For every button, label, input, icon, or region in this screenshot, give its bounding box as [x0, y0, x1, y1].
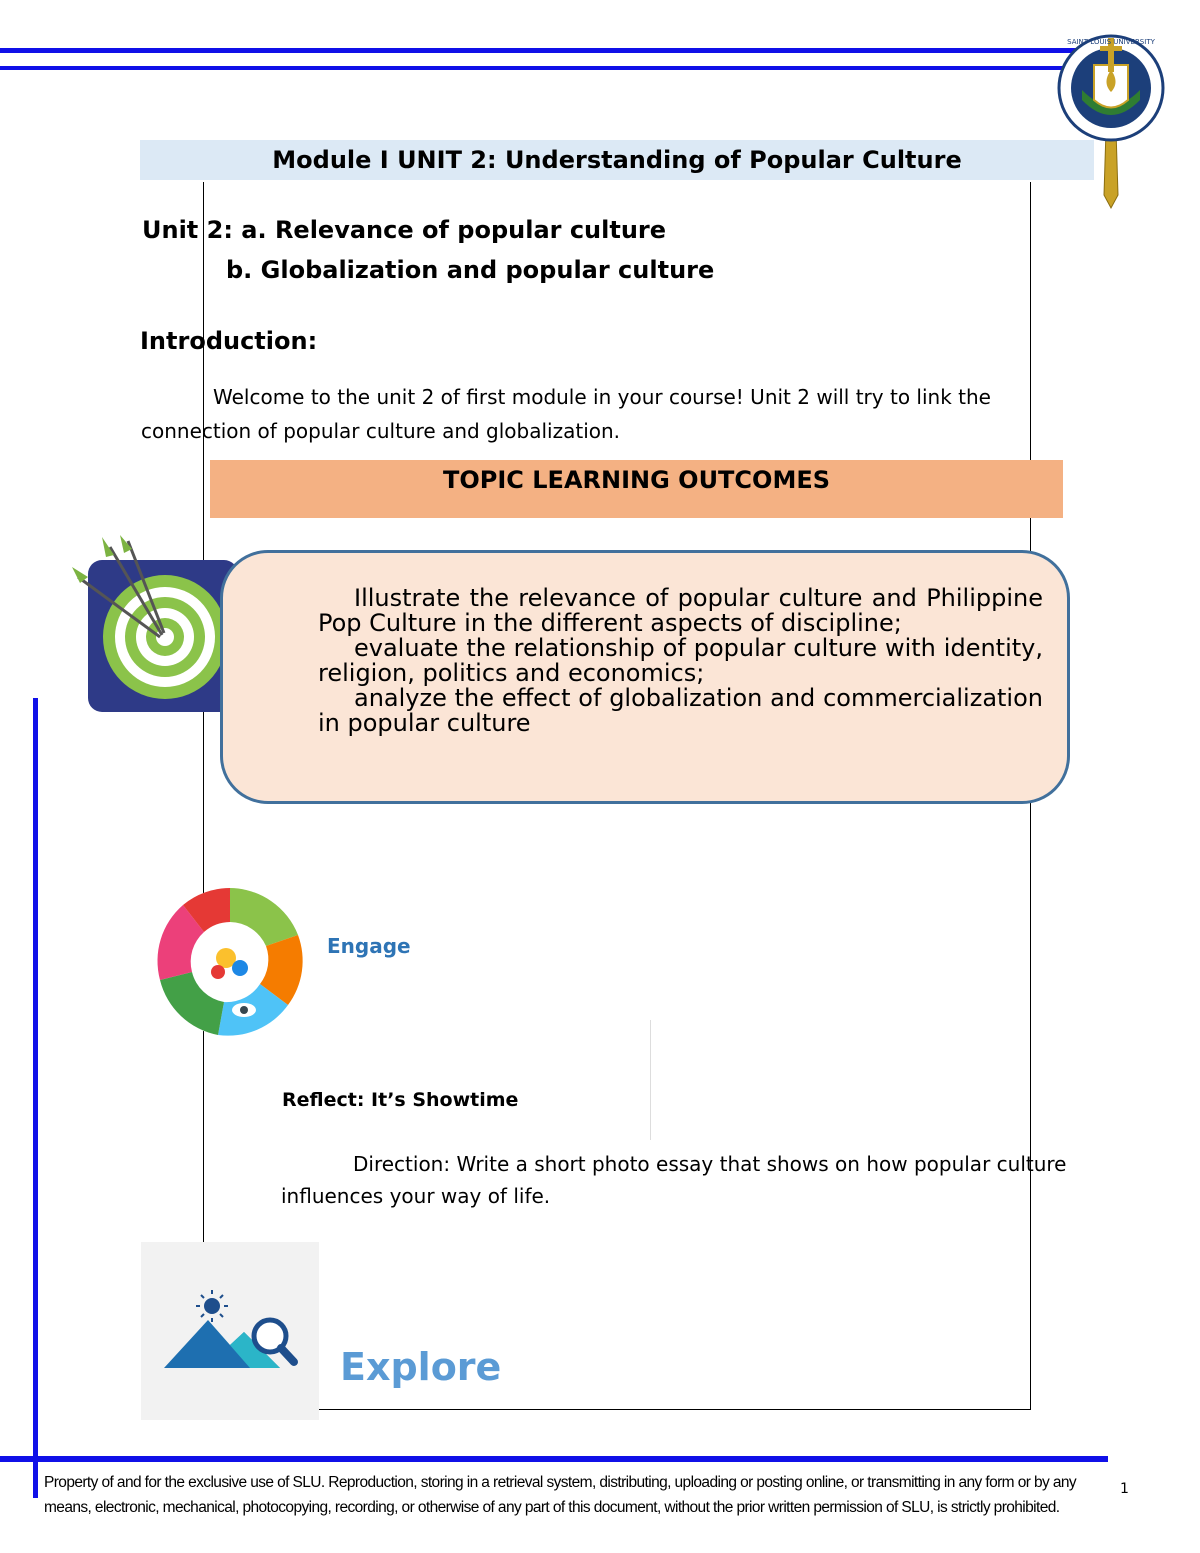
unit-a-heading: Unit 2: a. Relevance of popular culture: [142, 216, 667, 244]
engage-label: Engage: [327, 934, 411, 958]
introduction-text: Welcome to the unit 2 of first module in your course! Unit 2 will try to link the connection of popular culture and globalization.: [141, 385, 991, 443]
frame-bottom-line: [319, 1409, 1031, 1410]
explore-label: Explore: [340, 1345, 502, 1389]
page-number: 1: [1120, 1481, 1129, 1497]
unit-b-heading: b. Globalization and popular culture: [226, 256, 715, 284]
reflect-title: Reflect: It’s Showtime: [282, 1089, 519, 1111]
header-rule-bottom: [0, 66, 1080, 70]
introduction-heading: Introduction:: [140, 327, 318, 355]
reflect-direction: Direction: Write a short photo essay that shows on how popular culture influences your way of life.: [281, 1152, 1067, 1208]
engage-cycle-icon: [148, 880, 313, 1045]
module-title: Module I UNIT 2: Understanding of Popular Culture: [272, 146, 962, 174]
left-vertical-rule: [33, 698, 38, 1498]
target-icon: [70, 535, 245, 715]
outcomes-list: [318, 586, 1043, 736]
footer-rule: [0, 1456, 1108, 1462]
outcomes-heading: TOPIC LEARNING OUTCOMES: [443, 466, 830, 494]
slu-seal-icon: [1052, 20, 1170, 210]
explore-magnifier-icon: [160, 1290, 300, 1380]
outcome-item: evaluate the relationship of popular culture with identity, religion, politics and economics;: [318, 634, 1043, 687]
outcome-item: analyze the effect of globalization and commercialization in popular culture: [318, 684, 1043, 737]
seal-text: SAINT LOUIS UNIVERSITY: [1067, 38, 1155, 46]
header-rule-top: [0, 48, 1080, 53]
footer-copyright: Property of and for the exclusive use of SLU. Reproduction, storing in a retrieval system, distributing, uploading or posting online, or transmitting in any form or by any means, electronic, mechanical, photocopying, recording, or otherwise of any part of this document, without the prior written permission of SLU, is strictly prohibited.: [44, 1474, 1077, 1516]
outcome-item: Illustrate the relevance of popular culture and Philippine Pop Culture in the different aspects of discipline;: [318, 584, 1043, 637]
frame-inner-line: [650, 1020, 651, 1140]
